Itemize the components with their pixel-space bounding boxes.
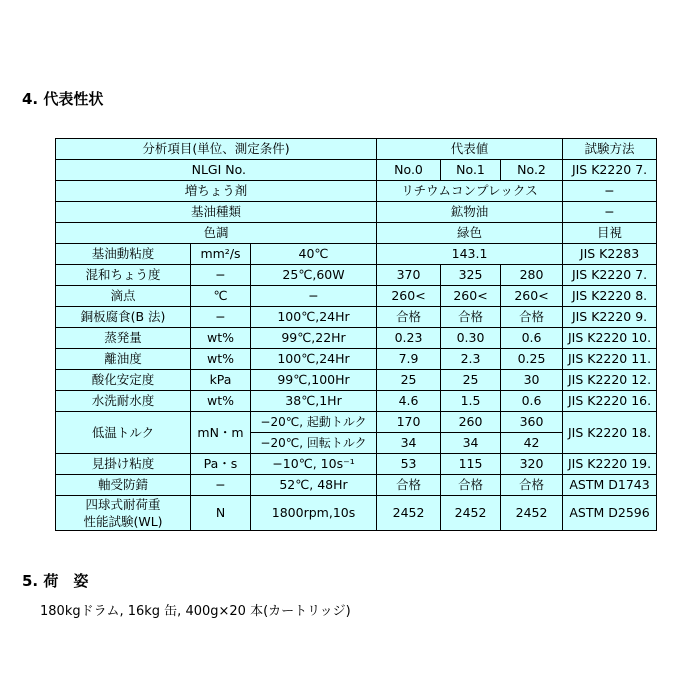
row-value: 2.3	[441, 349, 501, 370]
row-value: 0.6	[501, 328, 563, 349]
thickener-label: 増ちょう剤	[56, 181, 377, 202]
row-value: 260<	[377, 286, 441, 307]
torque-run-condition: −20℃, 回転トルク	[251, 433, 377, 454]
row-condition: −	[251, 286, 377, 307]
row-value: 325	[441, 265, 501, 286]
row-unit: wt%	[191, 391, 251, 412]
row-value: 170	[377, 412, 441, 433]
row-unit: −	[191, 475, 251, 496]
nlgi-grade-0: No.0	[377, 160, 441, 181]
row-condition: −10℃, 10s⁻¹	[251, 454, 377, 475]
row-value: 2452	[377, 496, 441, 531]
four-ball-unit: N	[191, 496, 251, 531]
table-row	[56, 370, 657, 391]
table-header-row	[56, 139, 657, 160]
table-row	[56, 181, 657, 202]
properties-table	[55, 138, 657, 531]
nlgi-method: JIS K2220 7.	[563, 160, 657, 181]
row-value: 360	[501, 412, 563, 433]
table-row	[56, 160, 657, 181]
table-row	[56, 265, 657, 286]
torque-label: 低温トルク	[56, 412, 191, 454]
table-row	[56, 202, 657, 223]
row-unit: −	[191, 265, 251, 286]
table-row	[56, 496, 657, 531]
row-value: 2452	[441, 496, 501, 531]
color-value: 緑色	[377, 223, 563, 244]
nlgi-label: NLGI No.	[56, 160, 377, 181]
row-value: 25	[441, 370, 501, 391]
row-label: 酸化安定度	[56, 370, 191, 391]
row-value: 0.6	[501, 391, 563, 412]
table-row	[56, 223, 657, 244]
row-method: JIS K2220 7.	[563, 265, 657, 286]
row-unit: wt%	[191, 328, 251, 349]
table-row	[56, 454, 657, 475]
row-value: 260	[441, 412, 501, 433]
row-condition: 99℃,22Hr	[251, 328, 377, 349]
four-ball-condition: 1800rpm,10s	[251, 496, 377, 531]
row-method: JIS K2220 10.	[563, 328, 657, 349]
row-value: 0.25	[501, 349, 563, 370]
color-label: 色調	[56, 223, 377, 244]
row-label: 水洗耐水度	[56, 391, 191, 412]
viscosity-label: 基油動粘度	[56, 244, 191, 265]
torque-unit: mN・m	[191, 412, 251, 454]
row-value: 合格	[501, 475, 563, 496]
row-value: 115	[441, 454, 501, 475]
four-ball-label	[56, 496, 191, 531]
row-value: 0.23	[377, 328, 441, 349]
viscosity-condition: 40℃	[251, 244, 377, 265]
torque-start-condition: −20℃, 起動トルク	[251, 412, 377, 433]
row-method: ASTM D1743	[563, 475, 657, 496]
viscosity-method: JIS K2283	[563, 244, 657, 265]
row-condition: 38℃,1Hr	[251, 391, 377, 412]
row-label: 蒸発量	[56, 328, 191, 349]
section-4-heading: 4. 代表性状	[22, 90, 104, 108]
row-label: 滴点	[56, 286, 191, 307]
table-row	[56, 412, 657, 433]
row-condition: 100℃,24Hr	[251, 307, 377, 328]
viscosity-value: 143.1	[377, 244, 563, 265]
row-value: 合格	[501, 307, 563, 328]
row-method: JIS K2220 8.	[563, 286, 657, 307]
row-value: 34	[441, 433, 501, 454]
row-label: 見掛け粘度	[56, 454, 191, 475]
row-label: 混和ちょう度	[56, 265, 191, 286]
nlgi-grade-1: No.1	[441, 160, 501, 181]
row-condition: 99℃,100Hr	[251, 370, 377, 391]
color-method: 目視	[563, 223, 657, 244]
base-oil-value: 鉱物油	[377, 202, 563, 223]
row-label: 離油度	[56, 349, 191, 370]
header-item: 分析項目(単位、測定条件)	[56, 139, 377, 160]
row-method: JIS K2220 11.	[563, 349, 657, 370]
row-method: JIS K2220 12.	[563, 370, 657, 391]
row-value: 30	[501, 370, 563, 391]
row-value: 320	[501, 454, 563, 475]
thickener-value: リチウムコンプレックス	[377, 181, 563, 202]
row-unit: ℃	[191, 286, 251, 307]
row-unit: kPa	[191, 370, 251, 391]
row-method: JIS K2220 19.	[563, 454, 657, 475]
row-unit: wt%	[191, 349, 251, 370]
row-value: 1.5	[441, 391, 501, 412]
viscosity-unit: mm²/s	[191, 244, 251, 265]
four-ball-label-line1: 四球式耐荷重	[85, 497, 161, 512]
row-value: 42	[501, 433, 563, 454]
table-row	[56, 307, 657, 328]
table-row	[56, 328, 657, 349]
header-method: 試験方法	[563, 139, 657, 160]
row-value: 合格	[377, 475, 441, 496]
row-value: 25	[377, 370, 441, 391]
section-5-heading: 5. 荷 姿	[22, 572, 89, 590]
row-value: 2452	[501, 496, 563, 531]
row-value: 260<	[441, 286, 501, 307]
row-value: 合格	[441, 307, 501, 328]
row-condition: 25℃,60W	[251, 265, 377, 286]
thickener-method: −	[563, 181, 657, 202]
row-value: 4.6	[377, 391, 441, 412]
row-value: 0.30	[441, 328, 501, 349]
base-oil-label: 基油種類	[56, 202, 377, 223]
header-typical: 代表値	[377, 139, 563, 160]
table-row	[56, 349, 657, 370]
row-label: 軸受防錆	[56, 475, 191, 496]
row-condition: 100℃,24Hr	[251, 349, 377, 370]
table-row	[56, 391, 657, 412]
row-value: 7.9	[377, 349, 441, 370]
row-method: JIS K2220 9.	[563, 307, 657, 328]
table-row	[56, 475, 657, 496]
row-value: 280	[501, 265, 563, 286]
torque-method: JIS K2220 18.	[563, 412, 657, 454]
packaging-text: 180kgドラム, 16kg 缶, 400g×20 本(カートリッジ)	[40, 604, 351, 619]
row-condition: 52℃, 48Hr	[251, 475, 377, 496]
row-label: 銅板腐食(B 法)	[56, 307, 191, 328]
table-row	[56, 244, 657, 265]
row-unit: Pa・s	[191, 454, 251, 475]
row-value: 34	[377, 433, 441, 454]
row-value: 53	[377, 454, 441, 475]
row-value: 合格	[441, 475, 501, 496]
base-oil-method: −	[563, 202, 657, 223]
four-ball-method: ASTM D2596	[563, 496, 657, 531]
row-value: 260<	[501, 286, 563, 307]
four-ball-label-line2: 性能試験(WL)	[83, 514, 163, 529]
table-row	[56, 286, 657, 307]
nlgi-grade-2: No.2	[501, 160, 563, 181]
row-method: JIS K2220 16.	[563, 391, 657, 412]
row-value: 合格	[377, 307, 441, 328]
row-value: 370	[377, 265, 441, 286]
row-unit: −	[191, 307, 251, 328]
